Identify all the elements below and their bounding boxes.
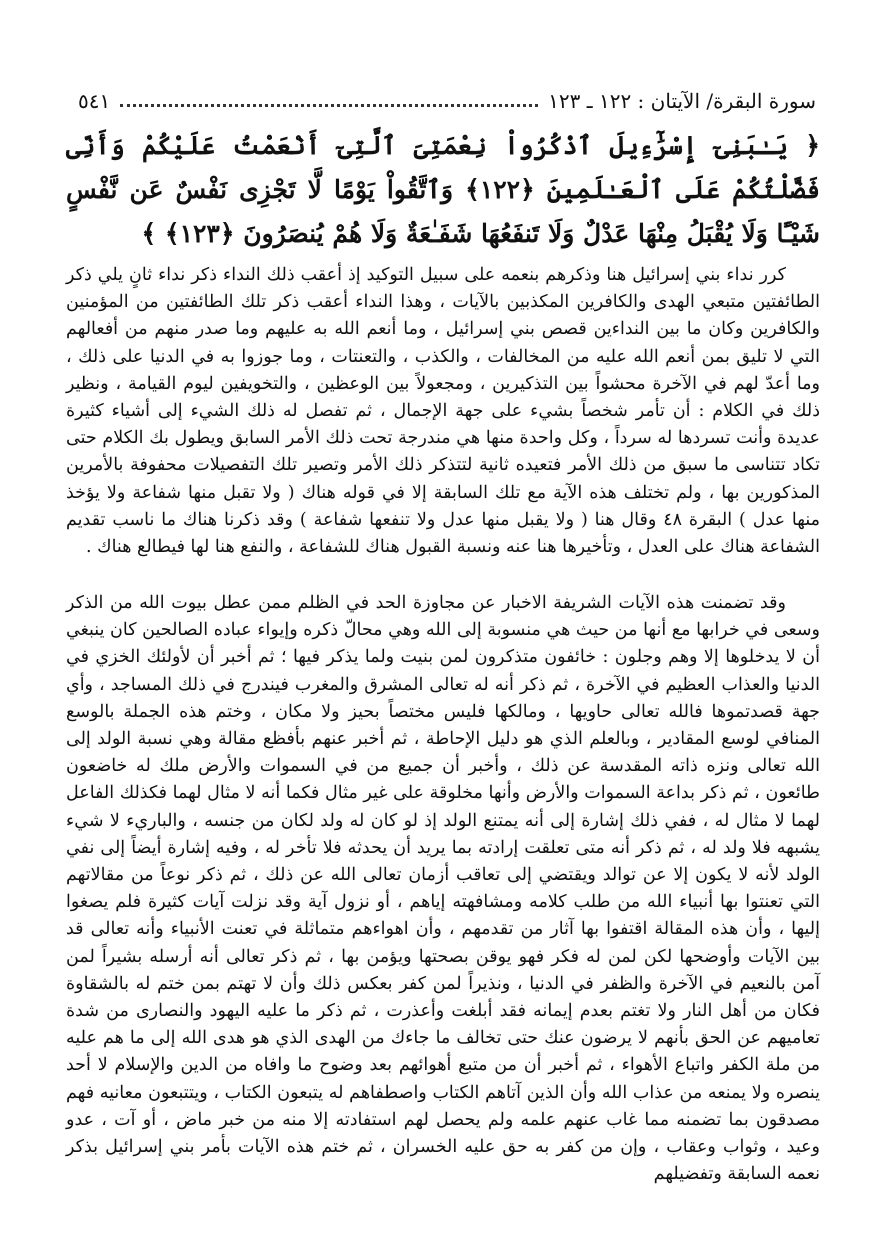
page-number: ٥٤١ bbox=[78, 89, 111, 113]
surah-title: سورة البقرة/ الآيتان : ١٢٢ ـ ١٢٣ bbox=[548, 89, 816, 113]
paragraph-text: وقد تضمنت هذه الآيات الشريفة الاخبار عن مجاوزة الحد في الظلم ممن عطل بيوت الله من الذكر وسعى في خرابها مع أنها من حيث هي منسوبة إلى الله وهي محالّ ذكره وإيواء عباده الصالحين كان ينبغي أن لا يدخلوها إلا وهم وجلون : خائفون متذكرون لمن بنيت ولما يذكر فيها ؛ ثم أخبر أن لأولئك الخزي في الدنيا والعذاب العظيم في الآخرة ، ثم ذكر أنه له تعالى المشرق والمغرب فيندرج في ذلك المساجد ، وأي جهة قصدتموها فالله تعالى حاويها ، ومالكها فليس مختصاً بحيز ولا مكان ، وختم هذه الجملة بالوسع المنافي لوسع المقادير ، وبالعلم الذي هو دليل الإحاطة ، ثم أخبر عنهم بأفظع مقالة وهي نسبة الولد إلى الله تعالى ونزه ذاته المقدسة عن ذلك ، وأخبر أن جميع من في السموات والأرض ملك له خاضعون طائعون ، ثم ذكر بداعة السموات والأرض وأنها مخلوقة على غير مثال فكما أنه لا مثال لهما فكذلك الفاعل لهما لا مثال له ، ففي ذلك إشارة إلى أنه يمتنع الولد إذ لو كان له ولد لكان من جنسه ، والباريء لا شيء يشبهه فلا ولد له ، ثم ذكر أنه متى تعلقت إرادته بما يريد أن يحدثه فلا تأخر له ، وفيه إشارة أيضاً إلى نفي الولد لأنه لا يكون إلا عن توالد ويقتضي إلى تعاقب أزمان تعالى الله عن ذلك ، ثم ذكر نوعاً من مقالاتهم التي تعنتوا بها أنبياء الله من طلب كلامه ومشافهته إياهم ، أو نزول آية وقد نزلت آيات كثيرة فلم يصغوا إليها ، وأن هذه المقالة اقتفوا بها آثار من تقدمهم ، وأن اهواءهم متماثلة في تعنت الأنبياء وأنه تعالى قد بين الآيات وأوضحها لكن لمن له فكر فهو يوقن بصحتها ويؤمن بها ، ثم ذكر تعالى أنه أرسله بشيراً لمن آمن بالنعيم في الآخرة والظفر في الدنيا ، ونذيراً لمن كفر بعكس ذلك وأن لا تهتم بمن ختم له بالشقاوة فكان من أهل النار ولا تغتم بعدم إيمانه فقد أبلغت وأعذرت ، ثم ذكر ما عليه اليهود والنصارى من شدة تعاميهم عن الحق بأنهم لا يرضون عنك حتى تخالف ما جاءك من الهدى الذي هو هدى الله إلى ما هم عليه من ملة الكفر واتباع الأهواء ، ثم أخبر أن من متبع أهوائهم بعد وضوح ما وافاه من الدين والإسلام لا أحد ينصره ولا يمنعه من عذاب الله وأن الذين آتاهم الكتاب واصطفاهم له يتبعون الكتاب ، ويتتبعون معانيه فهم مصدقون بما تضمنه مما غاب عنهم علمه ولم يحصل لهم استفادته إلا منه من خبر ماض ، أو آت ، عدو وعيد ، وثواب وعقاب ، وإن من كفر به حق عليه الخسران ، ثم ختم هذه الآيات بأمر بني إسرائيل بذكر نعمه السابقة وتفضيلهم bbox=[66, 593, 820, 1185]
commentary-paragraph-1 bbox=[66, 262, 820, 561]
page-header bbox=[78, 86, 816, 116]
paragraph-text: كرر نداء بني إسرائيل هنا وذكرهم بنعمه على سبيل التوكيد إذ أعقب ذلك النداء ذكر نداء ثانٍ يلي ذكر الطائفتين متبعي الهدى والكافرين المكذبين بالآيات ، وهذا النداء أعقب ذكر تلك الطائفتين من المؤمنين والكافرين وكان ما بين النداءين قصص بني إسرائيل ، وما أنعم الله به عليهم وما صدر منهم من أفعالهم التي لا تليق بمن أنعم الله عليه من المخالفات ، والكذب ، والتعنتات ، وما جوزوا به في الدنيا على ذلك ، وما أعدّ لهم في الآخرة محشواً بين التذكيرين ، ومجعولاً بين الوعظين ، والتخويفين ليوم القيامة ، ونظير ذلك في الكلام : أن تأمر شخصاً بشيء على جهة الإجمال ، ثم تفصل له ذلك الشيء إلى أشياء كثيرة عديدة وأنت تسردها له سرداً ، وكل واحدة منها هي مندرجة تحت ذلك الأمر السابق ويطول بك الكلام حتى تكاد تتناسى ما سبق من ذلك الأمر فتعيده ثانية لتتذكر ذلك الأمر وتصير تلك التفصيلات محفوفة بالأمرين المذكورين بها ، ولم تختلف هذه الآية مع تلك السابقة إلا في قوله هناك ( ولا تقبل منها شفاعة ولا يؤخذ منها عدل ) البقرة ٤٨ وقال هنا ( ولا يقبل منها عدل ولا تنفعها شفاعة ) وقد ذكرنا هناك ما ناسب تقديم الشفاعة هناك على العدل ، وتأخيرها هنا عنه ونسبة القبول هناك للشفاعة ، والنفع هنا لها فيطالع هناك . bbox=[66, 265, 820, 558]
dotted-leader bbox=[120, 104, 538, 107]
verses-text: ﴿ يَـٰبَنِىٓ إِسْرَٰٓءِيلَ ٱذْكُرُواْ نِعْمَتِىَ ٱلَّتِىٓ أَنْعَمْتُ عَلَيْكُمْ وَأَنِّى فَضَّلْتُكُمْ عَلَى ٱلْعَـٰلَمِينَ ﴿١٢٢﴾ وَٱتَّقُواْ يَوْمًا لَّا تَجْزِى نَفْسٌ عَن نَّفْسٍ شَيْـًٔا وَلَا يُقْبَلُ مِنْهَا عَدْلٌ وَلَا تَنفَعُهَا شَفَـٰعَةٌ وَلَا هُمْ يُنصَرُونَ ﴿١٢٣﴾ ﴾ bbox=[66, 131, 820, 248]
quran-verses bbox=[66, 124, 820, 256]
commentary-paragraph-2 bbox=[66, 590, 820, 1188]
